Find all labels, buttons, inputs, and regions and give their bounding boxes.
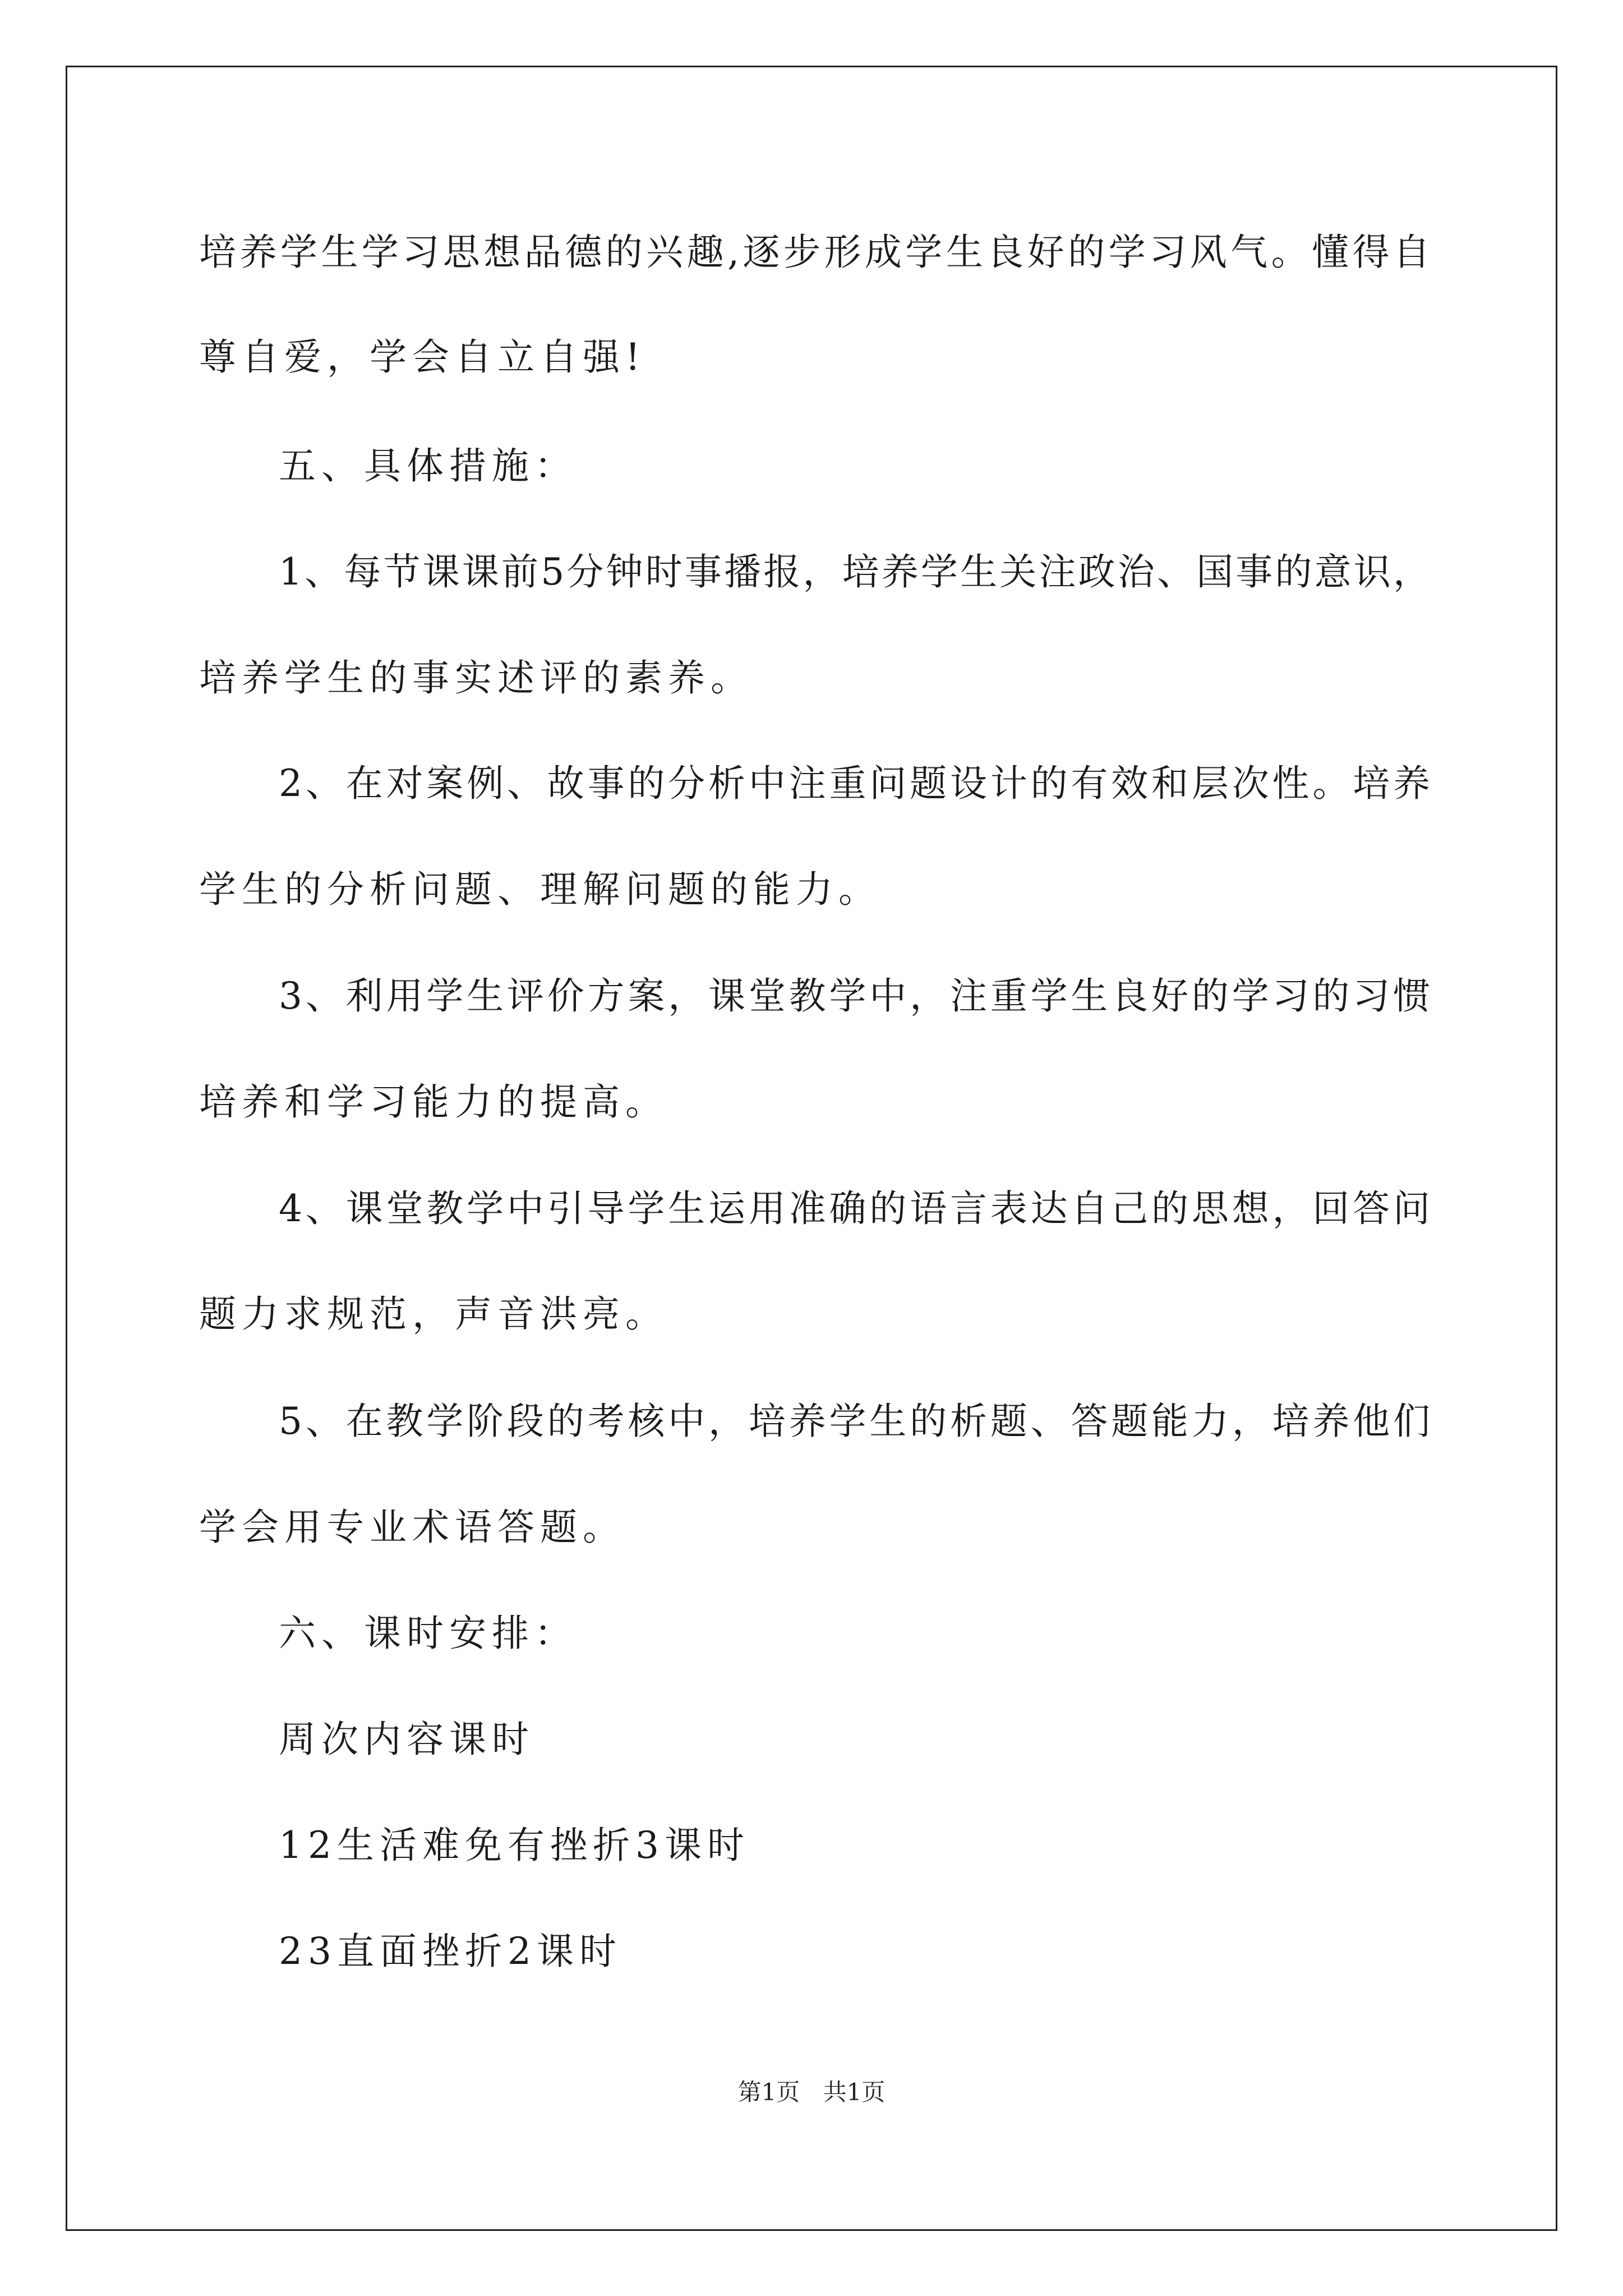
paragraph-line: 培养学生的事实述评的素养。: [199, 656, 753, 700]
page-number: 第1页: [737, 2078, 800, 2106]
paragraph-line: 1、每节课课前5分钟时事播报，培养学生关注政治、国事的意识，: [279, 550, 1430, 593]
page-total: 共1页: [823, 2078, 886, 2106]
paragraph-line: 培养和学习能力的提高。: [199, 1080, 668, 1124]
paragraph-line: 5、在教学阶段的考核中，培养学生的析题、答题能力，培养他们: [279, 1400, 1430, 1443]
page-footer: [0, 2076, 1623, 2109]
paragraph-line: 培养学生学习思想品德的兴趣,逐步形成学生良好的学习风气。懂得自: [199, 231, 1430, 274]
section-heading: 五、具体措施：: [279, 444, 577, 487]
paragraph-line: 4、课堂教学中引导学生运用准确的语言表达自己的思想，回答问: [279, 1187, 1430, 1230]
paragraph-line: 3、利用学生评价方案，课堂教学中，注重学生良好的学习的习惯: [279, 974, 1430, 1018]
schedule-row: 23直面挫折2课时: [279, 1930, 622, 1973]
paragraph-line: 题力求规范，声音洪亮。: [199, 1292, 668, 1336]
schedule-row: 12生活难免有挫折3课时: [279, 1824, 750, 1867]
page-border: [66, 66, 1557, 2231]
schedule-header: 周次内容课时: [279, 1718, 534, 1761]
paragraph-line: 2、在对案例、故事的分析中注重问题设计的有效和层次性。培养: [279, 762, 1430, 805]
paragraph-line: 学生的分析问题、理解问题的能力。: [199, 868, 881, 911]
paragraph-line: 学会用专业术语答题。: [199, 1506, 625, 1549]
section-heading: 六、课时安排：: [279, 1612, 577, 1655]
paragraph-line: 尊自爱，学会自立自强!: [199, 335, 646, 379]
